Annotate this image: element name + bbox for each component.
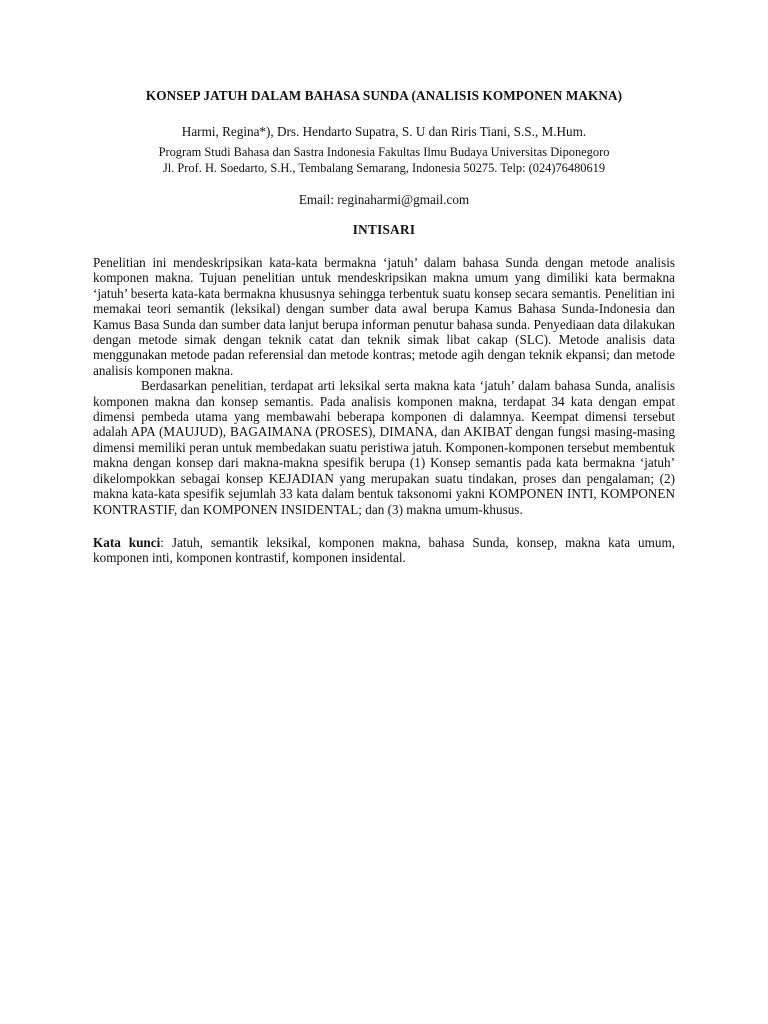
abstract-paragraph-1: Penelitian ini mendeskripsikan kata-kata bermakna ‘jatuh’ dalam bahasa Sunda dengan metode analisis komponen makna. Tujuan penelitian untuk mendeskripsikan makna umum yang dimiliki kata bermakna ‘jatuh’ beserta kata-kata bermakna khususnya sehingga terbentuk suatu konsep secara semantis. Penelitian ini memakai teori semantik (leksikal) dengan sumber data awal berupa Kamus Bahasa Sunda-Indonesia dan Kamus Basa Sunda dan sumber data lanjut berupa informan penutur bahasa sunda. Penyediaan data dilakukan dengan metode simak dengan teknik catat dan teknik simak libat cakap (SLC). Metode analisis data menggunakan metode padan referensial dan metode kontras; metode agih dengan teknik ekpansi; dan metode analisis komponen makna. [93,255,675,378]
author-list: Harmi, Regina*), Drs. Hendarto Supatra, S. U dan Riris Tiani, S.S., M.Hum. [181,124,587,139]
abstract-body [93,255,675,517]
affiliation-line-2: Jl. Prof. H. Soedarto, S.H., Tembalang Semarang, Indonesia 50275. Telp: (024)76480619 [162,160,606,175]
abstract-paragraph-2: Berdasarkan penelitian, terdapat arti leksikal serta makna kata ‘jatuh’ dalam bahasa Sunda, analisis komponen makna dan konsep semantis. Pada analisis komponen makna, terdapat 34 kata dengan empat dimensi pembeda utama yang membawahi beberapa komponen di dalamnya. Keempat dimensi tersebut adalah APA (MAUJUD), BAGAIMANA (PROSES), DIMANA, dan AKIBAT dengan fungsi masing-masing dimensi memiliki peran untuk membedakan suatu peristiwa jatuh. Komponen-komponen tersebut membentuk makna dengan konsep dari makna-makna spesifik berupa (1) Konsep semantis pada kata bermakna ‘jatuh’ dikelompokkan sebagai konsep KEJADIAN yang merupakan suatu tindakan, proses dan pengalaman; (2) makna kata-kata spesifik sejumlah 33 kata dalam bentuk taksonomi yakni KOMPONEN INTI, KOMPONEN KONTRASTIF, dan KOMPONEN INSIDENTAL; dan (3) makna umum-khusus. [93,378,675,517]
affiliation-line-1: Program Studi Bahasa dan Sastra Indonesia Fakultas Ilmu Budaya Universitas Diponegoro [158,145,610,159]
paper-title: KONSEP JATUH DALAM BAHASA SUNDA (ANALISIS KOMPONEN MAKNA) [145,88,623,103]
keywords-text: : Jatuh, semantik leksikal, komponen makna, bahasa Sunda, konsep, makna kata umum, komponen inti, komponen kontrastif, komponen insidental. [93,534,675,566]
author-email: Email: reginaharmi@gmail.com [298,192,470,207]
keywords-label: Kata kunci [93,534,161,550]
keywords [93,535,675,566]
abstract-heading: INTISARI [352,222,416,237]
